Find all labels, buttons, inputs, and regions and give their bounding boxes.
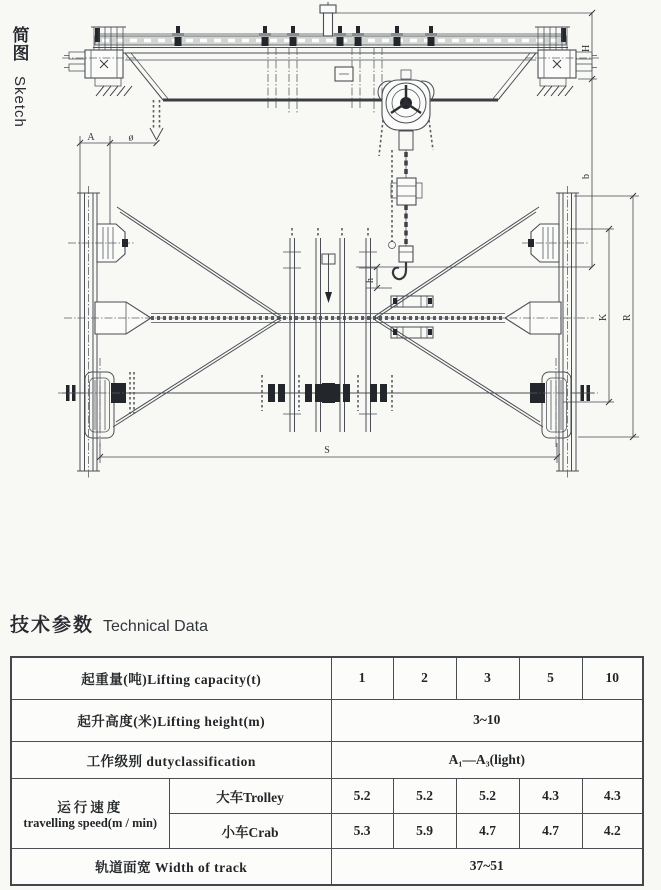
trolley-value: 5.2 [456, 778, 519, 813]
sketch-label-chinese: 简图 [9, 26, 29, 62]
plan-view [58, 186, 639, 478]
lifting-height-value: 3~10 [331, 699, 643, 741]
duty-label: 工作级别 dutyclassification [11, 741, 331, 778]
table-row-duty [11, 741, 643, 778]
table-row-capacity [11, 657, 643, 699]
table-row-track-width [11, 848, 643, 885]
dim-label-H: H [581, 44, 592, 52]
rail-hatch-right [537, 86, 573, 96]
trolley-value: 5.2 [393, 778, 456, 813]
dim-label-S: S [324, 445, 330, 456]
upper-hook-block [397, 178, 416, 205]
speed-label [11, 778, 169, 848]
sketch-label-english: Sketch [11, 76, 28, 128]
end-carriage-left-plan [58, 186, 151, 478]
capacity-value: 2 [393, 657, 456, 699]
table-row-speed-trolley [11, 778, 643, 813]
heading-english: Technical Data [103, 618, 208, 635]
lifting-height-label: 起升高度(米)Lifting height(m) [11, 699, 331, 741]
capacity-value: 3 [456, 657, 519, 699]
speed-label-chinese: 运行速度 [57, 799, 124, 815]
crab-label: 小车Crab [169, 813, 331, 848]
center-mast [320, 2, 592, 36]
bridge-girder [93, 47, 568, 114]
hook-swivel [399, 246, 413, 262]
technical-data-heading [10, 610, 208, 637]
crab-value: 4.7 [519, 813, 582, 848]
trolley-value: 4.3 [582, 778, 643, 813]
dim-label-K: K [598, 313, 609, 321]
heading-chinese: 技术参数 [10, 615, 95, 636]
trolley-value: 4.3 [519, 778, 582, 813]
dim-label-R: R [622, 314, 633, 321]
speed-label-english: travelling speed(m / min) [23, 815, 158, 830]
load-chain-and-hook [389, 150, 423, 279]
capacity-label: 起重量(吨)Lifting capacity(t) [11, 657, 331, 699]
plumb-tip [150, 128, 163, 140]
table-row-lifting-height [11, 699, 643, 741]
end-carriage-right-plan [505, 186, 598, 478]
hook [393, 262, 406, 279]
dim-label-h: h [365, 278, 376, 283]
hoist-trolley [378, 70, 434, 156]
crab-value: 4.2 [582, 813, 643, 848]
rail-hatch-left [96, 86, 132, 96]
crab-value: 5.9 [393, 813, 456, 848]
drive-shaft [126, 372, 530, 414]
dimension-S [97, 443, 560, 463]
trolley-value: 5.2 [331, 778, 393, 813]
elevation-view [62, 2, 599, 279]
capacity-value: 10 [582, 657, 643, 699]
dimension-h [356, 264, 592, 291]
dimension-H-b [581, 10, 595, 270]
dimension-K-R [563, 193, 639, 440]
dimension-A-phi [77, 100, 163, 226]
track-width-value: 37~51 [331, 848, 643, 885]
dim-label-A: A [87, 132, 95, 143]
track-width-label: 轨道面宽 Width of track [11, 848, 331, 885]
trolley-label: 大车Trolley [169, 778, 331, 813]
duty-value: A₁—A₃(light) [331, 741, 643, 778]
capacity-value: 5 [519, 657, 582, 699]
dim-label-b: b [581, 174, 592, 179]
crab-value: 5.3 [331, 813, 393, 848]
crab-value: 4.7 [456, 813, 519, 848]
capacity-value: 1 [331, 657, 393, 699]
technical-data-table [10, 656, 644, 886]
dim-label-phi: ø [128, 132, 134, 144]
